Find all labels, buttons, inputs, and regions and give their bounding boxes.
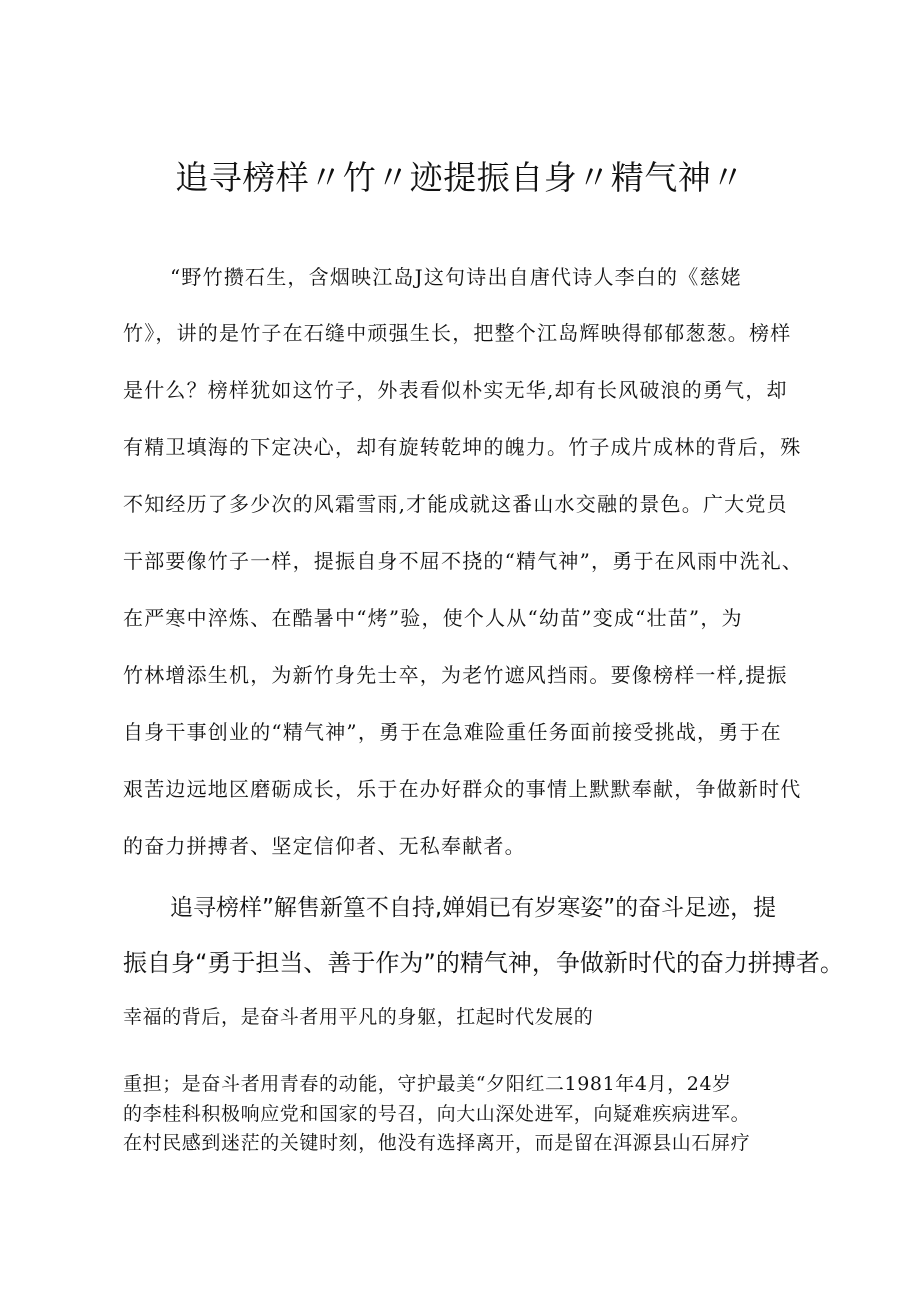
body-line: “野竹攒石生，含烟映江岛J这句诗出自唐代诗人李白的《慈姥 xyxy=(170,265,742,289)
body-line: 在村民感到迷茫的关键时刻，他没有选择离开，而是留在洱源县山石屏疗 xyxy=(123,1132,751,1154)
body-line: 是什么？榜样犹如这竹子，外表看似朴实无华,却有长风破浪的勇气，却 xyxy=(123,378,788,402)
body-line: 重担；是奋斗者用青春的动能，守护最美“夕阳红二1981年4月，24岁 xyxy=(123,1073,732,1095)
body-line: 的奋力拼搏者、坚定信仰者、无私奉献者。 xyxy=(123,834,526,858)
body-line: 竹林增添生机，为新竹身先士卒，为老竹遮风挡雨。要像榜样一样,提振 xyxy=(123,663,788,687)
body-line: 艰苦边远地区磨砺成长，乐于在办好群众的事情上默默奉献，争做新时代 xyxy=(123,777,802,801)
emphasis-line: 振自身“勇于担当、善于作为”的精气神，争做新时代的奋力拼搏者。 xyxy=(123,949,844,977)
body-line: 自身干事创业的“精气神”，勇于在急难险重任务面前接受挑战，勇于在 xyxy=(123,720,782,744)
body-line: 不知经历了多少次的风霜雪雨,才能成就这番山水交融的景色。广大党员 xyxy=(123,492,788,516)
body-line: 幸福的背后，是奋斗者用平凡的身躯，扛起时代发展的 xyxy=(123,1006,594,1028)
body-line: 竹》，讲的是竹子在石缝中顽强生长，把整个江岛辉映得郁郁葱葱。榜样 xyxy=(123,321,792,345)
body-line: 有精卫填海的下定决心，却有旋转乾坤的魄力。竹子成片成林的背后，殊 xyxy=(123,435,802,459)
page-title: 追寻榜样〃竹〃迹提振自身〃精气神〃 xyxy=(175,158,745,197)
body-line: 在严寒中淬炼、在酷暑中“烤”验，使个人从“幼苗”变成“壮苗”，为 xyxy=(123,606,743,630)
emphasis-line: 追寻榜样”解售新篁不自持,婵娟已有岁寒姿”的奋斗足迹，提 xyxy=(170,895,777,921)
body-line: 的李桂科积极响应党和国家的号召，向大山深处进军，向疑难疾病进军。 xyxy=(123,1103,751,1125)
body-line: 干部要像竹子一样，提振自身不屈不挠的“精气神”，勇于在风雨中洗礼、 xyxy=(123,549,804,573)
